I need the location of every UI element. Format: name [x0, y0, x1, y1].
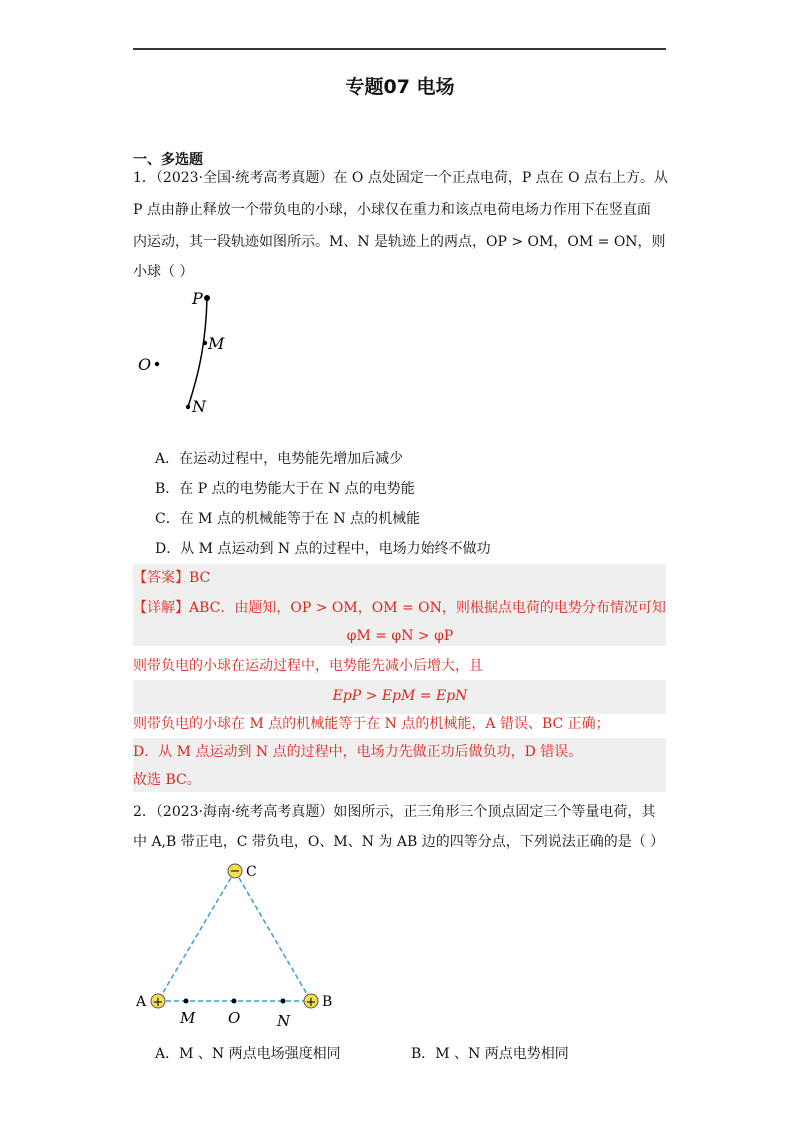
label-c: C — [246, 864, 257, 880]
q2-option-b: B．M 、N 两点电势相同 — [411, 1046, 569, 1062]
top-rule — [133, 48, 666, 50]
q1-detail-4: D．从 M 点运动到 N 点的过程中，电场力先做正功后做负功，D 错误。 — [133, 744, 583, 760]
q1-option-d: D．从 M 点运动到 N 点的过程中，电场力始终不做功 — [155, 541, 491, 557]
q1-formula-2: EpP > EpM = EpN — [332, 688, 468, 704]
label-o2: O — [228, 1009, 241, 1027]
point-m2 — [184, 999, 189, 1004]
q2-option-a: A．M 、N 两点电场强度相同 — [155, 1046, 341, 1062]
label-b: B — [322, 994, 333, 1010]
sign-a: + — [152, 995, 164, 1010]
point-m — [203, 341, 207, 345]
q1-answer: 【答案】BC — [133, 570, 211, 586]
label-p: P — [192, 289, 203, 308]
point-n2 — [281, 999, 286, 1004]
label-n: N — [192, 397, 206, 416]
q1-formula-1: φM = φN > φP — [346, 628, 454, 644]
q1-line-1: 1．（2023·全国·统考高考真题）在 O 点处固定一个正点电荷，P 点在 O 点右上方。从 — [133, 170, 669, 186]
point-p — [204, 295, 210, 301]
q1-line-2: P 点由静止释放一个带负电的小球，小球仅在重力和该点电荷电场力作用下在竖直面 — [133, 202, 651, 218]
label-o: O — [138, 355, 152, 374]
q1-option-b: B．在 P 点的电势能大于在 N 点的电势能 — [155, 481, 415, 497]
label-m: M — [208, 334, 225, 353]
q1-line-4: 小球（ ） — [133, 264, 194, 280]
label-m2: M — [180, 1009, 196, 1027]
q1-trajectory-figure — [130, 285, 250, 420]
point-n — [186, 405, 190, 409]
q2-line-2: 中 A,B 带正电，C 带负电，O、M、N 为 AB 边的四等分点，下列说法正确的是（ ） — [133, 834, 665, 850]
section-heading: 一、多选题 — [133, 152, 203, 168]
sign-c: − — [229, 864, 241, 879]
q2-line-1: 2．（2023·海南·统考高考真题）如图所示，正三角形三个顶点固定三个等量电荷，其 — [133, 804, 656, 820]
point-o2 — [232, 999, 237, 1004]
q1-line-3: 内运动，其一段轨迹如图所示。M、N 是轨迹上的两点，OP > OM，OM = ON，则 — [133, 234, 666, 250]
page-title: 专题07 电场 — [345, 76, 455, 98]
label-n2: N — [277, 1012, 291, 1030]
trajectory-curve — [188, 298, 207, 407]
q1-detail-2: 则带负电的小球在运动过程中，电势能先减小后增大，且 — [133, 658, 483, 674]
q1-option-a: A．在运动过程中，电势能先增加后减少 — [155, 451, 404, 467]
label-a: A — [136, 994, 147, 1010]
edge-ca — [158, 871, 235, 1001]
q1-option-c: C．在 M 点的机械能等于在 N 点的机械能 — [155, 511, 421, 527]
q2-triangle-figure — [130, 855, 360, 1030]
sign-b: + — [305, 995, 317, 1010]
q1-detail-3: 则带负电的小球在 M 点的机械能等于在 N 点的机械能，A 错误、BC 正确； — [133, 716, 610, 732]
edge-cb — [235, 871, 311, 1001]
q1-detail-1: 【详解】ABC．由题知，OP > OM，OM = ON，则根据点电荷的电势分布情况可知 — [133, 600, 666, 616]
q1-detail-5: 故选 BC。 — [133, 772, 201, 788]
point-o — [155, 362, 159, 366]
